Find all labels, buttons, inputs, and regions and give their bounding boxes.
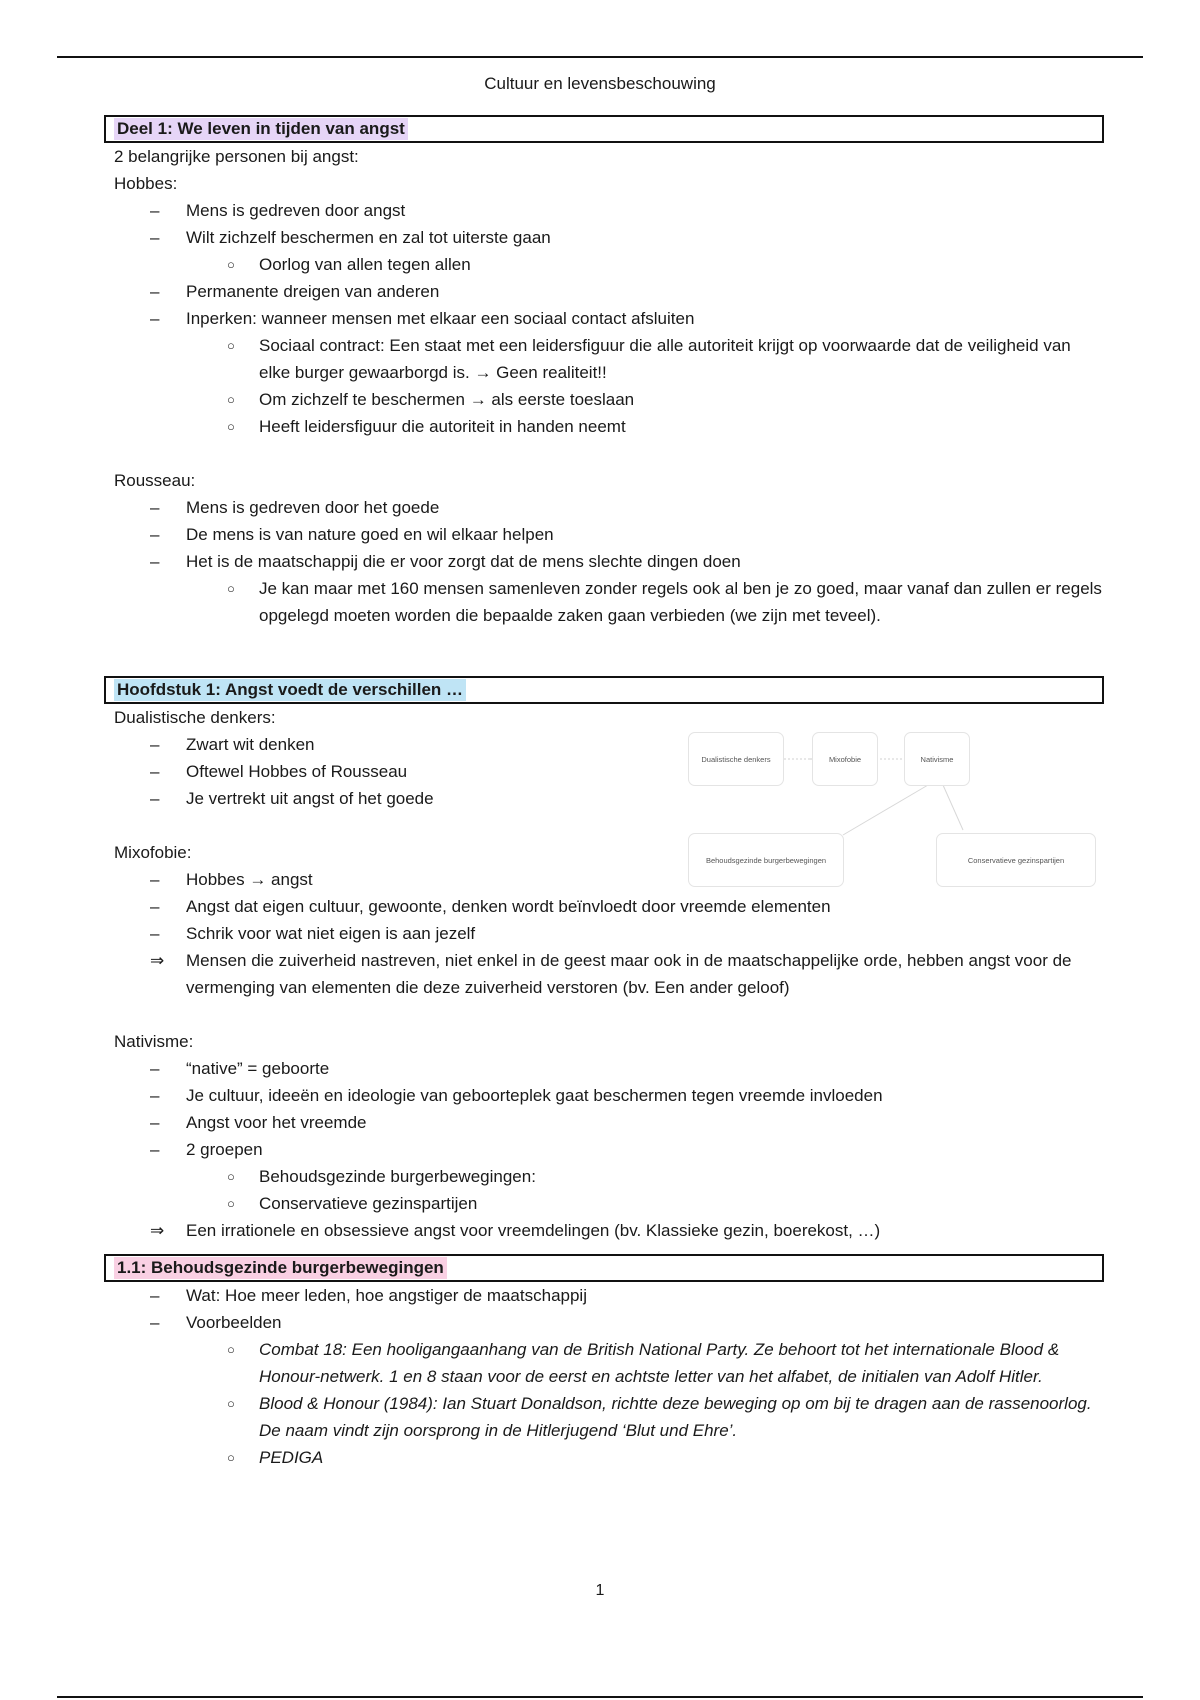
intro-text: 2 belangrijke personen bij angst:: [114, 147, 359, 166]
dash-bullet-icon: –: [150, 870, 160, 889]
list-item: – Je vertrekt uit angst of het goede: [104, 785, 1104, 812]
list-item: – Schrik voor wat niet eigen is aan jezelf: [104, 920, 1104, 947]
dash-bullet-icon: –: [150, 1086, 160, 1105]
dash-bullet-icon: –: [150, 1140, 160, 1159]
heading-text: Deel 1: We leven in tijden van angst: [114, 118, 408, 140]
circle-bullet-icon: ○: [227, 1450, 235, 1465]
list-item: – Het is de maatschappij die er voor zorgt dat de mens slechte dingen doen: [104, 548, 1104, 575]
dash-bullet-icon: –: [150, 309, 160, 328]
sub-list-item: ○ Combat 18: Een hooligangaanhang van de British National Party. Ze behoort tot het internationale Blood & Honour-netwerk. 1 en 8 staan voor de eerst en achtste letter van het alfabet, de initialen van Adolf Hitler.: [104, 1336, 1104, 1390]
diagram-node: Mixofobie: [812, 732, 878, 786]
list-item: – Voorbeelden: [104, 1309, 1104, 1336]
rousseau-label: Rousseau:: [114, 471, 196, 490]
list-item: – Mens is gedreven door angst: [104, 197, 1104, 224]
circle-bullet-icon: ○: [227, 1396, 235, 1411]
conclusion-item: ⇒ Een irrationele en obsessieve angst voor vreemdelingen (bv. Klassieke gezin, boerekost, …): [104, 1217, 1104, 1244]
list-item: – Mens is gedreven door het goede: [104, 494, 1104, 521]
double-arrow-icon: ⇒: [150, 1221, 165, 1240]
sub-list-item: ○ Blood & Honour (1984): Ian Stuart Donaldson, richtte deze beweging op om bij te dragen aan de rassenoorlog. De naam vindt zijn oorsprong in de Hitlerjugend ‘Blut und Ehre’.: [104, 1390, 1104, 1444]
conclusion-item: ⇒ Mensen die zuiverheid nastreven, niet enkel in de geest maar ook in de maatschappelijke orde, hebben angst voor de vermenging van elementen die deze zuiverheid verstoren (bv. Een ander geloof): [104, 947, 1104, 1001]
dash-bullet-icon: –: [150, 1286, 160, 1305]
diagram-node: Dualistische denkers: [688, 732, 784, 786]
sub-list-item: ○ Conservatieve gezinspartijen: [104, 1190, 1104, 1217]
dash-bullet-icon: –: [150, 228, 160, 247]
list-item: – De mens is van nature goed en wil elkaar helpen: [104, 521, 1104, 548]
circle-bullet-icon: ○: [227, 338, 235, 353]
section-heading-deel1: [104, 115, 1104, 143]
list-item: – Je cultuur, ideeën en ideologie van geboorteplek gaat beschermen tegen vreemde invloeden: [104, 1082, 1104, 1109]
dash-bullet-icon: –: [150, 1059, 160, 1078]
hobbes-label: Hobbes:: [114, 174, 178, 193]
diagram-node: Nativisme: [904, 732, 970, 786]
heading-text: 1.1: Behoudsgezinde burgerbewegingen: [114, 1257, 447, 1279]
dash-bullet-icon: –: [150, 1113, 160, 1132]
list-item: – Inperken: wanneer mensen met elkaar een sociaal contact afsluiten: [104, 305, 1104, 332]
dash-bullet-icon: –: [150, 762, 160, 781]
dualistisch-label: Dualistische denkers:: [114, 708, 276, 727]
double-arrow-icon: ⇒: [150, 951, 165, 970]
circle-bullet-icon: ○: [227, 257, 235, 272]
sub-list-item: ○ Behoudsgezinde burgerbewegingen:: [104, 1163, 1104, 1190]
dash-bullet-icon: –: [150, 897, 160, 916]
section-heading-1-1: [104, 1254, 1104, 1282]
sub-list-item: ○ Om zichzelf te beschermen → als eerste toeslaan: [104, 386, 1104, 413]
concept-diagram: [688, 730, 1098, 890]
dash-bullet-icon: –: [150, 525, 160, 544]
page-title: Cultuur en levensbeschouwing: [484, 74, 716, 93]
list-item: – Angst dat eigen cultuur, gewoonte, denken wordt beïnvloedt door vreemde elementen: [104, 893, 1104, 920]
dash-bullet-icon: –: [150, 552, 160, 571]
list-item: – “native” = geboorte: [104, 1055, 1104, 1082]
circle-bullet-icon: ○: [227, 419, 235, 434]
dash-bullet-icon: –: [150, 789, 160, 808]
list-item: – Oftewel Hobbes of Rousseau: [104, 758, 1104, 785]
list-item: – Hobbes → angst: [104, 866, 1104, 893]
list-item: – Zwart wit denken: [104, 731, 1104, 758]
section-heading-hoofdstuk1: [104, 676, 1104, 704]
sub-list-item: ○ Sociaal contract: Een staat met een leidersfiguur die alle autoriteit krijgt op voorwaarde dat de veiligheid van elke burger gewaarborgd is. → Geen realiteit!!: [104, 332, 1104, 386]
circle-bullet-icon: ○: [227, 581, 235, 596]
list-item: – Permanente dreigen van anderen: [104, 278, 1104, 305]
circle-bullet-icon: ○: [227, 392, 235, 407]
list-item: – Angst voor het vreemde: [104, 1109, 1104, 1136]
sub-list-item: ○ PEDIGA: [104, 1444, 1104, 1471]
sub-list-item: ○ Je kan maar met 160 mensen samenleven zonder regels ook al ben je zo goed, maar vanaf dan zullen er regels opgelegd moeten worden die bepaalde zaken gaan verbieden (we zijn met teveel).: [104, 575, 1104, 629]
list-item: – Wat: Hoe meer leden, hoe angstiger de maatschappij: [104, 1282, 1104, 1309]
list-item: – 2 groepen: [104, 1136, 1104, 1163]
top-rule: [57, 56, 1143, 58]
dash-bullet-icon: –: [150, 201, 160, 220]
circle-bullet-icon: ○: [227, 1169, 235, 1184]
circle-bullet-icon: ○: [227, 1196, 235, 1211]
dash-bullet-icon: –: [150, 735, 160, 754]
nativisme-label: Nativisme:: [114, 1032, 194, 1051]
dash-bullet-icon: –: [150, 498, 160, 517]
page-number: 1: [595, 1582, 605, 1599]
sub-list-item: ○ Heeft leidersfiguur die autoriteit in handen neemt: [104, 413, 1104, 440]
sub-list-item: ○ Oorlog van allen tegen allen: [104, 251, 1104, 278]
heading-text: Hoofdstuk 1: Angst voedt de verschillen …: [114, 679, 466, 701]
dash-bullet-icon: –: [150, 282, 160, 301]
diagram-node: Behoudsgezinde burgerbewegingen: [688, 833, 844, 887]
list-item: – Wilt zichzelf beschermen en zal tot uiterste gaan: [104, 224, 1104, 251]
dash-bullet-icon: –: [150, 924, 160, 943]
dash-bullet-icon: –: [150, 1313, 160, 1332]
circle-bullet-icon: ○: [227, 1342, 235, 1357]
diagram-node: Conservatieve gezinspartijen: [936, 833, 1096, 887]
bottom-rule: [57, 1696, 1143, 1698]
mixofobie-label: Mixofobie:: [114, 843, 192, 862]
